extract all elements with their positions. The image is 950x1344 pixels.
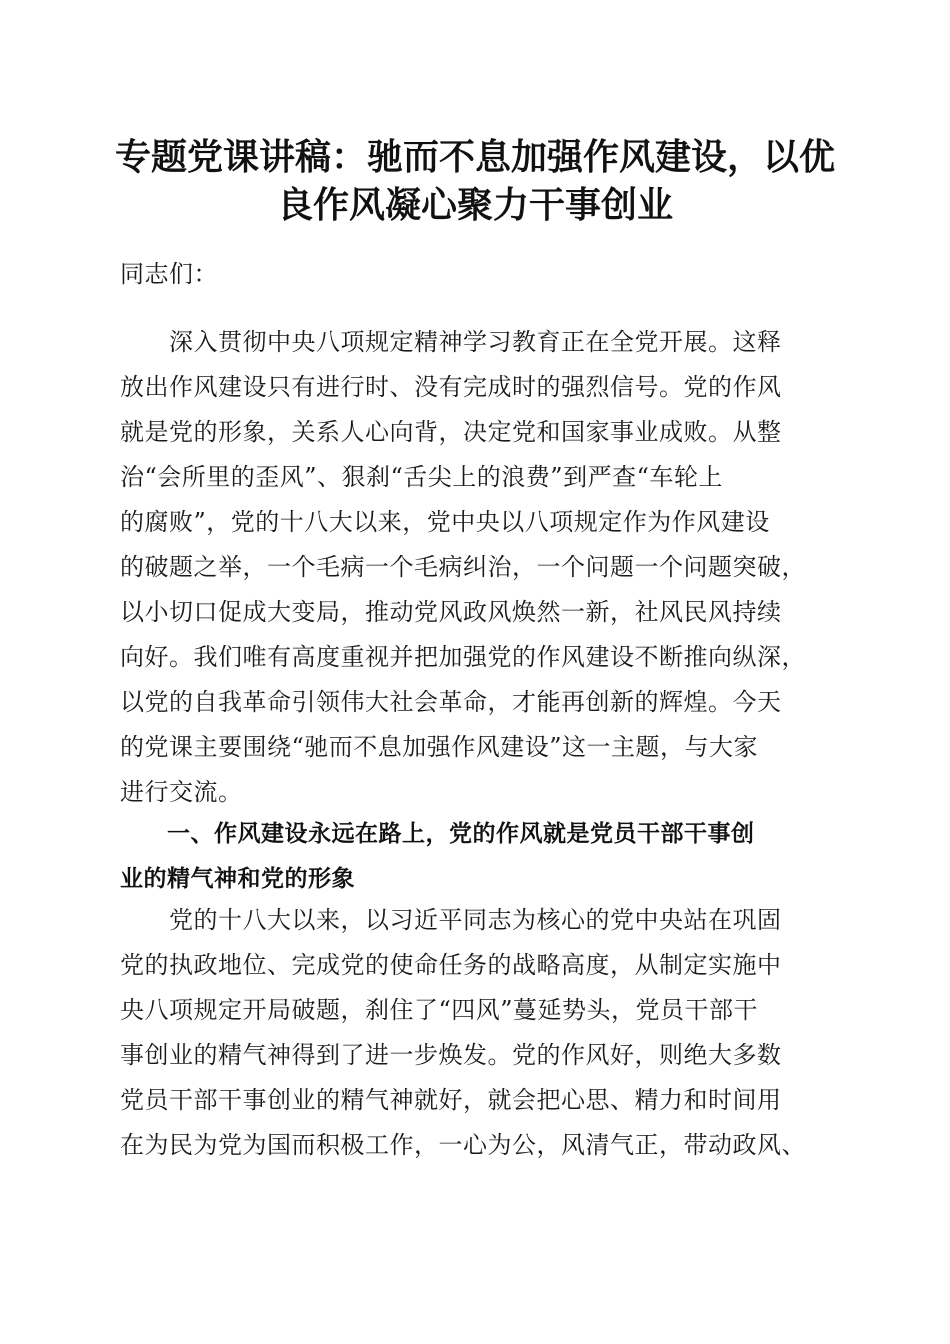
paragraph-line: 就是党的形象，关系人心向背，决定党和国家事业成败。从整 (120, 418, 782, 446)
document-title (100, 134, 850, 230)
paragraph-line: 放出作风建设只有进行时、没有完成时的强烈信号。党的作风 (120, 373, 782, 401)
paragraph-line: 的破题之举，一个毛病一个毛病纠治，一个问题一个问题突破， (120, 553, 806, 581)
heading-line: 业的精气神和党的形象 (120, 866, 355, 892)
paragraph-line: 进行交流。 (120, 778, 243, 806)
paragraph-line: 在为民为党为国而积极工作，一心为公，风清气正，带动政风、 (120, 1131, 806, 1159)
paragraph-line: 向好。我们唯有高度重视并把加强党的作风建设不断推向纵深， (120, 643, 806, 671)
paragraph-line: 治“会所里的歪风”、狠刹“舌尖上的浪费”到严查“车轮上 (120, 463, 723, 491)
heading-line: 一、作风建设永远在路上，党的作风就是党员干部干事创 (120, 821, 755, 847)
title-line: 良作风凝心聚力干事创业 (276, 185, 673, 226)
paragraph-line: 党的执政地位、完成党的使命任务的战略高度，从制定实施中 (120, 951, 782, 979)
paragraph-line: 事创业的精气神得到了进一步焕发。党的作风好，则绝大多数 (120, 1041, 782, 1069)
paragraph-line: 深入贯彻中央八项规定精神学习教育正在全党开展。这释 (120, 328, 782, 356)
title-line: 专题党课讲稿：驰而不息加强作风建设，以优 (114, 137, 835, 178)
paragraph-line: 央八项规定开局破题，刹住了“四风”蔓延势头，党员干部干 (120, 996, 759, 1024)
paragraph-intro (120, 320, 840, 815)
paragraph-line: 以小切口促成大变局，推动党风政风焕然一新，社风民风持续 (120, 598, 782, 626)
greeting (120, 252, 840, 297)
paragraph-line: 以党的自我革命引领伟大社会革命，才能再创新的辉煌。今天 (120, 688, 782, 716)
paragraph-line: 的腐败”，党的十八大以来，党中央以八项规定作为作风建设 (120, 508, 770, 536)
paragraph-line: 党员干部干事创业的精气神就好，就会把心思、精力和时间用 (120, 1086, 782, 1114)
greeting-text: 同志们： (120, 260, 218, 288)
paragraph-line: 的党课主要围绕“驰而不息加强作风建设”这一主题，与大家 (120, 733, 759, 761)
section-heading-1 (120, 812, 840, 902)
paragraph-line: 党的十八大以来，以习近平同志为核心的党中央站在巩固 (120, 906, 782, 934)
paragraph-section-1 (120, 898, 840, 1168)
